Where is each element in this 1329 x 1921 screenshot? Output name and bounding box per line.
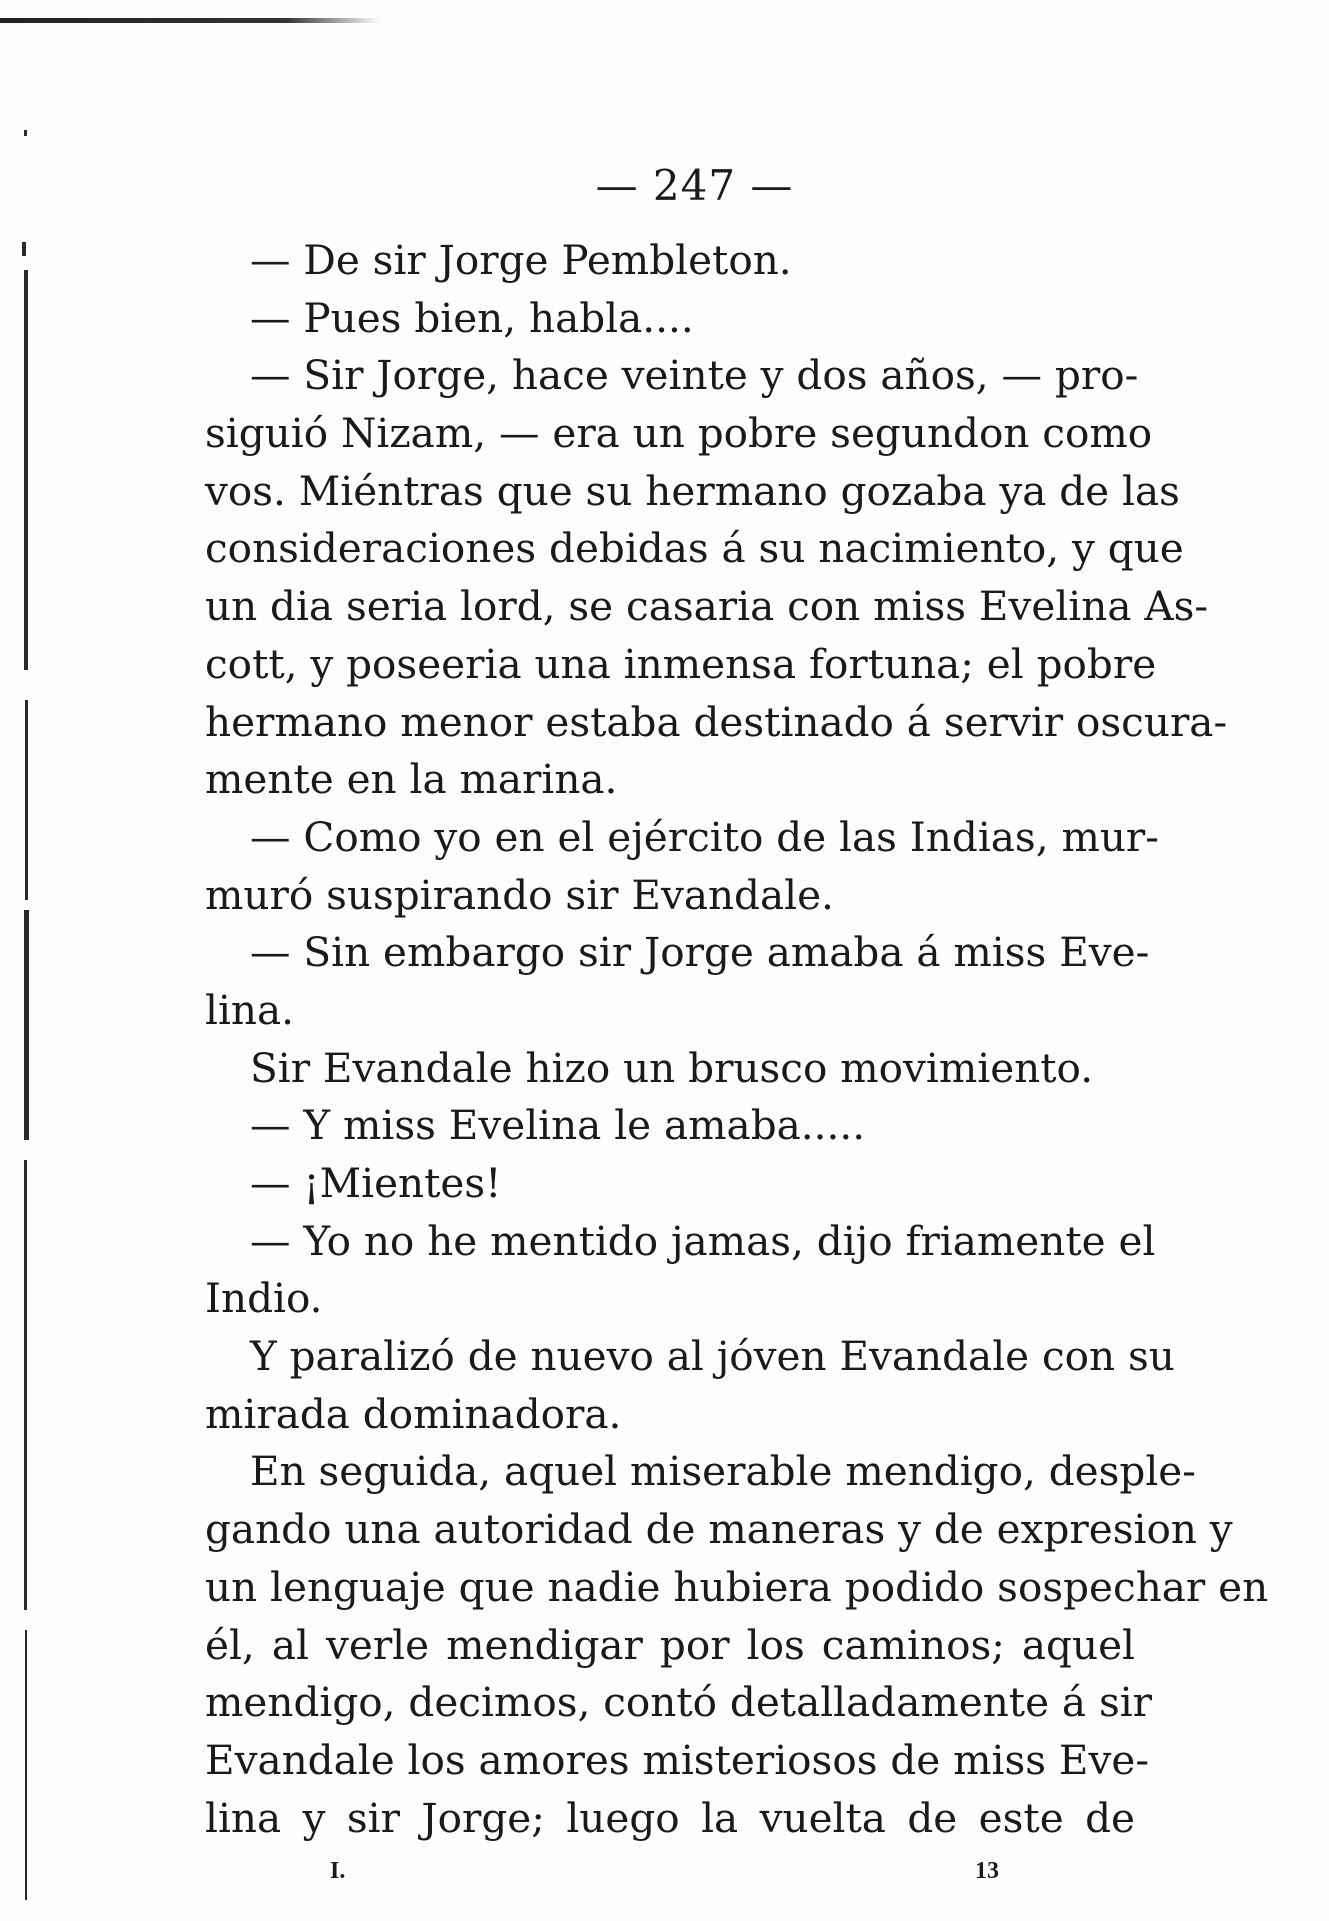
text-line: Sir Evandale hizo un brusco movimiento. bbox=[250, 1043, 1094, 1092]
text-line: un lenguaje que nadie hubiera podido sospechar en bbox=[205, 1562, 1269, 1611]
text-line: En seguida, aquel miserable mendigo, desple- bbox=[250, 1447, 1196, 1496]
page-number-header: — 247 — bbox=[595, 161, 794, 210]
text-line: lina y sir Jorge; luego la vuelta de este de bbox=[205, 1793, 1135, 1842]
volume-signature: I. bbox=[330, 1858, 346, 1884]
text-line: — Yo no he mentido jamas, dijo friamente el bbox=[250, 1216, 1156, 1265]
text-line: cott, y poseeria una inmensa fortuna; el pobre bbox=[205, 639, 1157, 688]
text-line: un dia seria lord, se casaria con miss Evelina As- bbox=[205, 582, 1209, 631]
sheet-signature: 13 bbox=[975, 1858, 999, 1884]
text-line: Y paralizó de nuevo al jóven Evandale con su bbox=[250, 1332, 1175, 1381]
text-line: muró suspirando sir Evandale. bbox=[205, 870, 834, 919]
text-line: — De sir Jorge Pembleton. bbox=[250, 236, 792, 284]
text-line: — Y miss Evelina le amaba..... bbox=[250, 1101, 866, 1150]
text-line: hermano menor estaba destinado á servir oscura- bbox=[205, 697, 1228, 746]
scan-left-edge bbox=[20, 30, 40, 1920]
text-line: — ¡Mientes! bbox=[250, 1159, 502, 1207]
text-line: — Pues bien, habla.... bbox=[250, 293, 694, 342]
text-line: lina. bbox=[205, 985, 295, 1034]
text-line: Evandale los amores misteriosos de miss Eve- bbox=[205, 1735, 1150, 1784]
text-line: — Como yo en el ejército de las Indias, mur- bbox=[250, 812, 1159, 861]
text-line: mente en la marina. bbox=[205, 755, 618, 804]
body-text bbox=[205, 232, 1269, 1847]
text-line: mendigo, decimos, contó detalladamente á sir bbox=[205, 1678, 1153, 1727]
text-line: mirada dominadora. bbox=[205, 1389, 622, 1438]
text-line: él, al verle mendigar por los caminos; aquel bbox=[205, 1620, 1135, 1669]
text-line: — Sir Jorge, hace veinte y dos años, — pro- bbox=[250, 351, 1139, 400]
text-line: vos. Miéntras que su hermano gozaba ya de las bbox=[205, 466, 1180, 515]
text-line: — Sin embargo sir Jorge amaba á miss Eve- bbox=[250, 928, 1150, 977]
text-line: Indio. bbox=[205, 1274, 323, 1323]
scan-top-rule bbox=[0, 18, 380, 23]
text-line: siguió Nizam, — era un pobre segundon como bbox=[205, 409, 1153, 458]
text-line: gando una autoridad de maneras y de expresion y bbox=[205, 1505, 1233, 1554]
text-line: consideraciones debidas á su nacimiento, y que bbox=[205, 524, 1184, 573]
